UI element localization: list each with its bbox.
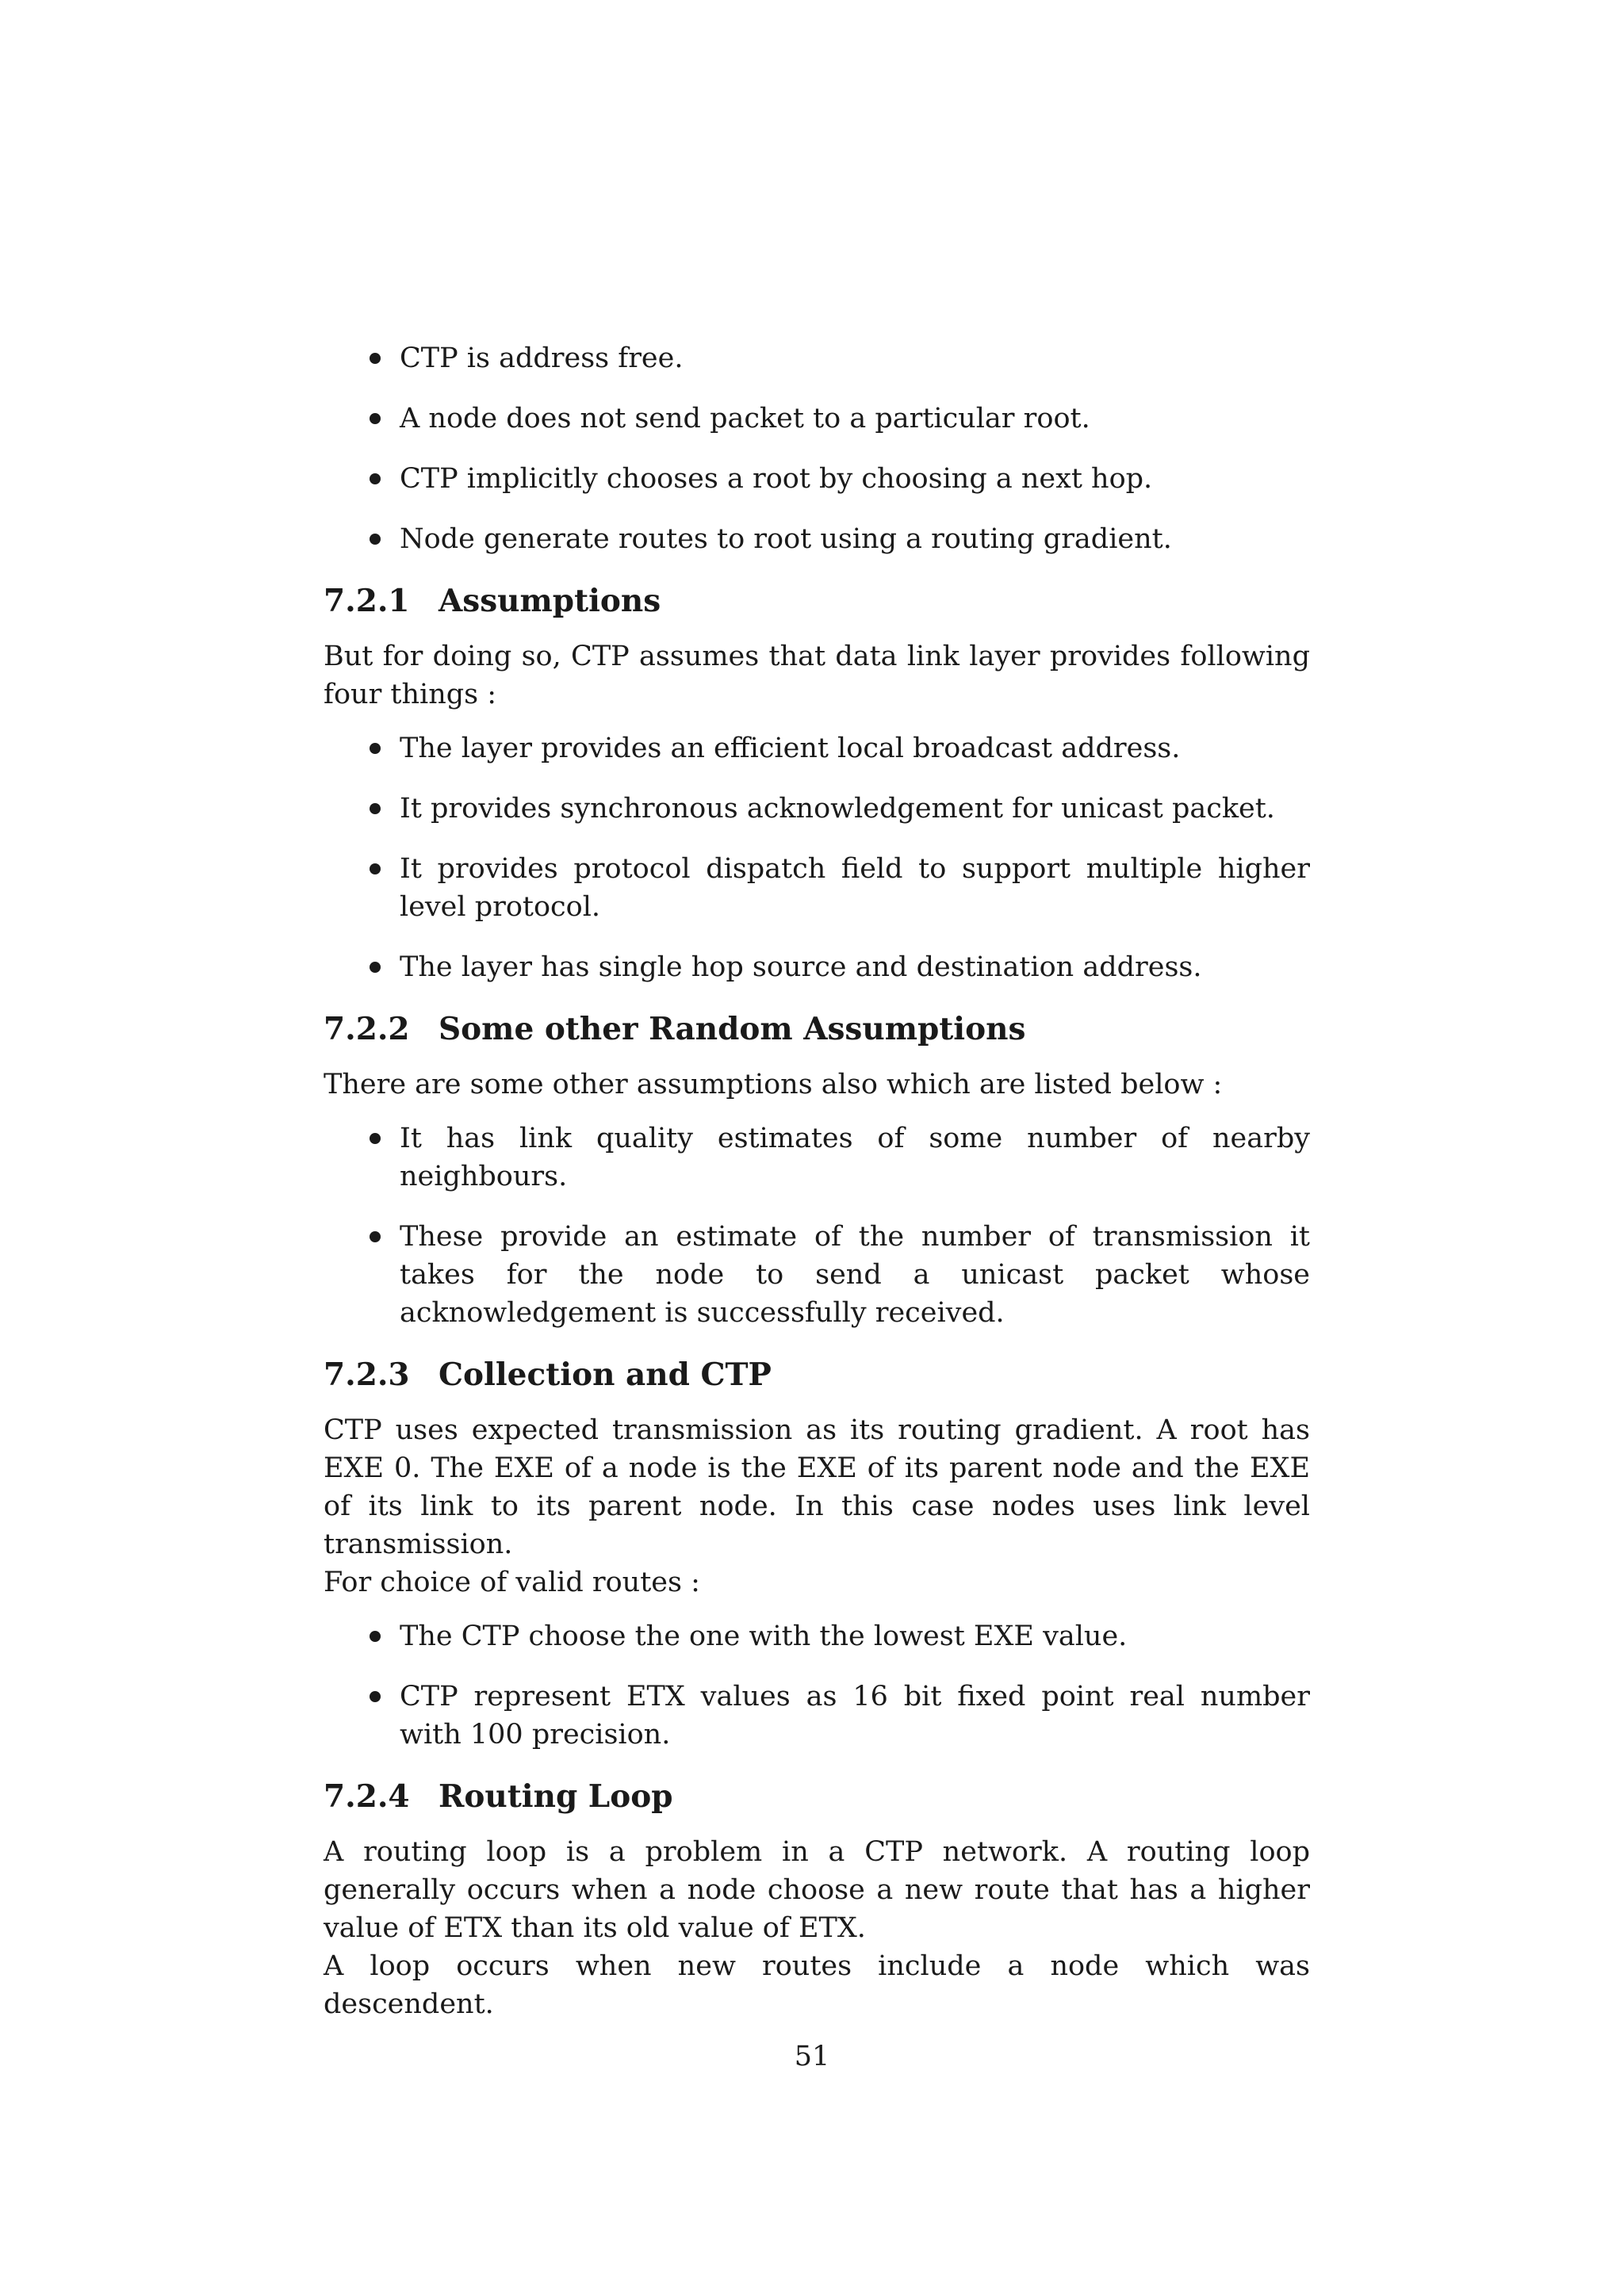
section-number: 7.2.4 — [324, 1778, 410, 1815]
list-item — [324, 948, 1310, 986]
list-item-text: The layer has single hop source and destination address. — [400, 951, 1202, 983]
list-item — [324, 729, 1310, 767]
section-paragraph: A routing loop is a problem in a CTP network. A routing loop generally occurs when a node choose a new route that has a higher value of ETX than its old value of ETX. — [324, 1836, 1310, 1944]
list-item — [324, 1218, 1310, 1332]
list-item — [324, 400, 1310, 438]
section-number: 7.2.3 — [324, 1357, 410, 1393]
list-item — [324, 790, 1310, 828]
list-item — [324, 520, 1310, 558]
bullet-icon — [370, 962, 381, 973]
bullet-icon — [370, 534, 381, 545]
section-paragraph: For choice of valid routes : — [324, 1567, 700, 1598]
list-item-text: The CTP choose the one with the lowest EXE value. — [400, 1621, 1128, 1652]
list-item — [324, 1119, 1310, 1196]
section-paragraph: CTP uses expected transmission as its routing gradient. A root has EXE 0. The EXE of a node is the EXE of its parent node and the EXE of its link to its parent node. In this case nodes uses link level transmission. — [324, 1414, 1310, 1560]
assumptions-bullet-list — [324, 729, 1310, 986]
section-paragraph: There are some other assumptions also which are listed below : — [324, 1069, 1223, 1100]
page-number: 51 — [794, 2041, 830, 2072]
intro-bullet-list — [324, 339, 1310, 558]
list-item-text: The layer provides an efficient local broadcast address. — [400, 733, 1181, 764]
list-item-text: It provides protocol dispatch field to support multiple higher level protocol. — [400, 853, 1310, 923]
bullet-icon — [370, 473, 381, 484]
list-item — [324, 850, 1310, 926]
section-heading-assumptions — [324, 580, 1310, 622]
bullet-icon — [370, 413, 381, 424]
bullet-icon — [370, 353, 381, 364]
bullet-icon — [370, 1631, 381, 1642]
list-item-text: CTP implicitly chooses a root by choosing a next hop. — [400, 463, 1153, 495]
list-item — [324, 1617, 1310, 1655]
section-heading-routing-loop — [324, 1776, 1310, 1817]
section-title: Assumptions — [439, 583, 661, 619]
bullet-icon — [370, 1231, 381, 1242]
bullet-icon — [370, 743, 381, 754]
bullet-icon — [370, 863, 381, 874]
section-title: Some other Random Assumptions — [439, 1011, 1026, 1047]
section-title: Collection and CTP — [439, 1357, 772, 1393]
list-item — [324, 460, 1310, 498]
bullet-icon — [370, 1691, 381, 1702]
section-heading-collection-ctp — [324, 1354, 1310, 1395]
list-item-text: These provide an estimate of the number of transmission it takes for the node to send a unicast packet whose acknowledgement is successfully received. — [400, 1221, 1310, 1329]
page-body — [324, 339, 1310, 2023]
bullet-icon — [370, 1133, 381, 1144]
list-item-text: Node generate routes to root using a routing gradient. — [400, 523, 1172, 555]
list-item — [324, 339, 1310, 377]
other-assumptions-bullet-list — [324, 1119, 1310, 1332]
list-item-text: It provides synchronous acknowledgement for unicast packet. — [400, 793, 1275, 825]
section-paragraph: But for doing so, CTP assumes that data link layer provides following four things : — [324, 641, 1310, 710]
bullet-icon — [370, 803, 381, 814]
section-number: 7.2.1 — [324, 583, 410, 619]
section-paragraph: A loop occurs when new routes include a node which was descendent. — [324, 1950, 1310, 2020]
section-heading-other-assumptions — [324, 1008, 1310, 1050]
list-item-text: It has link quality estimates of some number of nearby neighbours. — [400, 1123, 1310, 1192]
list-item-text: CTP represent ETX values as 16 bit fixed point real number with 100 precision. — [400, 1681, 1310, 1751]
list-item — [324, 1678, 1310, 1754]
collection-bullet-list — [324, 1617, 1310, 1754]
section-number: 7.2.2 — [324, 1011, 410, 1047]
list-item-text: A node does not send packet to a particular root. — [400, 403, 1090, 434]
section-title: Routing Loop — [439, 1778, 673, 1815]
list-item-text: CTP is address free. — [400, 342, 684, 374]
